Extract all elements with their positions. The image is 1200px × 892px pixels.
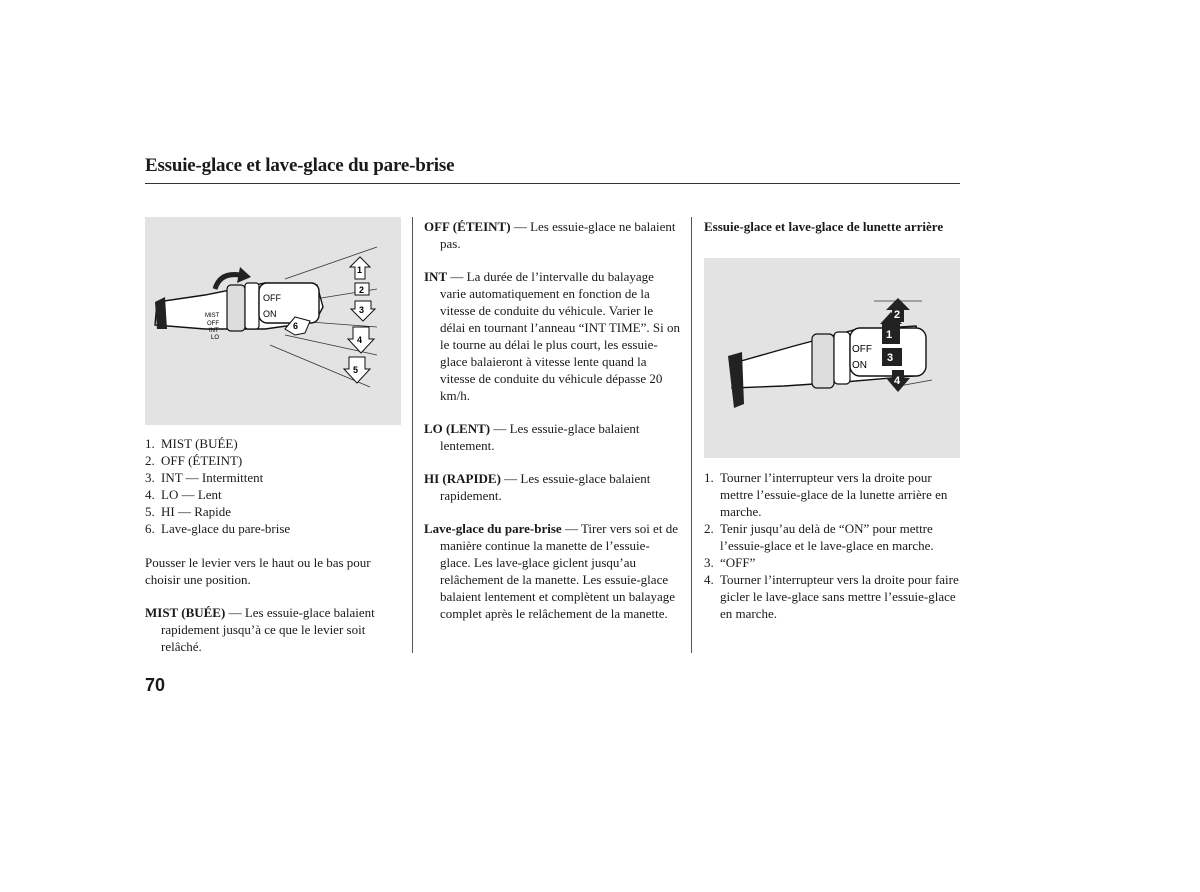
rear-arrow-3 (882, 348, 902, 366)
arrow-1 (350, 257, 370, 279)
right-column-text (704, 469, 960, 622)
list-item (145, 452, 401, 469)
int-text: — La durée de l’intervalle du balayage varie automatiquement en fonction de la vitesse de conduite du véhicule. Varier le délai en tournant l’anneau “INT TIME”. Si on le tourne au délai le plus court, les essuie-glace balaieront à vitesse lente quand la vitesse de conduite du véhicule dépasse 20 km/h. (440, 269, 680, 403)
list-text: INT — Intermittent (161, 470, 264, 485)
washer-text: — Tirer vers soi et de manière continue la manette de l’essuie-glace. Les lave-glace giclent jusqu’au relâchement de la manette. Les essuie-glace balaient lentement et complètent un balayage complet après le relâchement de la manette. (440, 521, 678, 621)
list-number: 1. (145, 436, 155, 451)
column-divider-2 (691, 217, 692, 653)
page-number: 70 (145, 675, 166, 695)
off-paragraph (424, 218, 680, 252)
off-lead: OFF (ÉTEINT) (424, 219, 511, 234)
washer-lead: Lave-glace du pare-brise (424, 521, 562, 536)
arrow-2 (355, 283, 369, 295)
washer-paragraph (424, 520, 680, 622)
list-item (145, 469, 401, 486)
lever-label-off2: OFF (263, 293, 281, 303)
list-item (704, 469, 960, 520)
hi-text: — Les essuie-glace balaient rapidement. (440, 471, 651, 503)
list-number: 3. (145, 470, 155, 485)
lever-label-lo: LO (211, 335, 220, 341)
lever-label-off: OFF (207, 321, 219, 327)
list-number: 4. (704, 572, 714, 587)
list-item (145, 520, 401, 537)
mist-text: — Les essuie-glace balaient rapidement jusqu’à ce que le levier soit relâché. (161, 605, 375, 654)
arrow-3 (351, 301, 375, 321)
list-item (704, 520, 960, 554)
figure-label-1: 1 (357, 265, 363, 275)
list-number: 5. (145, 504, 155, 519)
lever-label-mist: MIST (205, 313, 220, 319)
int-paragraph (424, 268, 680, 404)
list-item (704, 554, 960, 571)
list-text: “OFF” (720, 555, 756, 570)
hi-paragraph (424, 470, 680, 504)
list-text: Lave-glace du pare-brise (161, 521, 291, 536)
off-text: — Les essuie-glace ne balaient pas. (440, 219, 676, 251)
rear-wiper-heading: Essuie-glace et lave-glace de lunette arrière (704, 219, 944, 234)
list-text: HI — Rapide (161, 504, 232, 519)
figure-label-3: 3 (359, 305, 365, 315)
lo-paragraph (424, 420, 680, 454)
list-item (145, 435, 401, 452)
lo-text: — Les essuie-glace balaient lentement. (440, 421, 640, 453)
lever-label-int: INT (209, 328, 219, 334)
figure-label-2: 2 (359, 285, 365, 295)
lever-label-on: ON (263, 309, 277, 319)
list-item (145, 486, 401, 503)
page-title: Essuie-glace et lave-glace du pare-brise (145, 155, 455, 176)
list-text: Tourner l’interrupteur vers la droite pour mettre l’essuie-glace de la lunette arrière en marche. (720, 470, 948, 519)
int-lead: INT (424, 269, 448, 284)
rear-figure-label-3: 3 (887, 352, 894, 364)
rear-figure-label-1: 1 (886, 329, 893, 341)
list-text: OFF (ÉTEINT) (161, 453, 243, 468)
list-text: LO — Lent (161, 487, 222, 502)
rear-label-on: ON (852, 360, 867, 371)
list-number: 2. (145, 453, 155, 468)
rear-steps-list (704, 469, 960, 622)
left-column-text (145, 435, 401, 655)
rear-figure-label-2: 2 (894, 309, 901, 321)
arrow-4 (348, 327, 374, 353)
arrow-5 (344, 357, 370, 383)
rear-figure-label-4: 4 (894, 375, 901, 387)
middle-column-text (424, 218, 680, 622)
list-item (145, 503, 401, 520)
rear-wiper-diagram (704, 258, 960, 458)
figure-label-5: 5 (353, 365, 359, 375)
figure-label-4: 4 (357, 335, 363, 345)
hi-lead: HI (RAPIDE) (424, 471, 501, 486)
position-list (145, 435, 401, 537)
right-heading (704, 218, 960, 235)
title-rule (145, 183, 960, 184)
wiper-lever-diagram (145, 217, 401, 425)
list-text: Tourner l’interrupteur vers la droite pour faire gicler le lave-glace sans mettre l’essuie-glace en marche. (720, 572, 959, 621)
column-divider-1 (412, 217, 413, 653)
list-number: 6. (145, 521, 155, 536)
list-number: 2. (704, 521, 714, 536)
mist-lead: MIST (BUÉE) (145, 605, 226, 620)
position-instruction: Pousser le levier vers le haut ou le bas pour choisir une position. (145, 555, 371, 587)
list-text: MIST (BUÉE) (161, 436, 238, 451)
figure-label-6: 6 (293, 321, 299, 331)
list-number: 4. (145, 487, 155, 502)
list-text: Tenir jusqu’au delà de “ON” pour mettre l’essuie-glace et le lave-glace en marche. (720, 521, 934, 553)
list-item (704, 571, 960, 622)
mist-paragraph (145, 604, 401, 655)
list-number: 1. (704, 470, 714, 485)
rear-label-off: OFF (852, 344, 872, 355)
lo-lead: LO (LENT) (424, 421, 491, 436)
list-number: 3. (704, 555, 714, 570)
